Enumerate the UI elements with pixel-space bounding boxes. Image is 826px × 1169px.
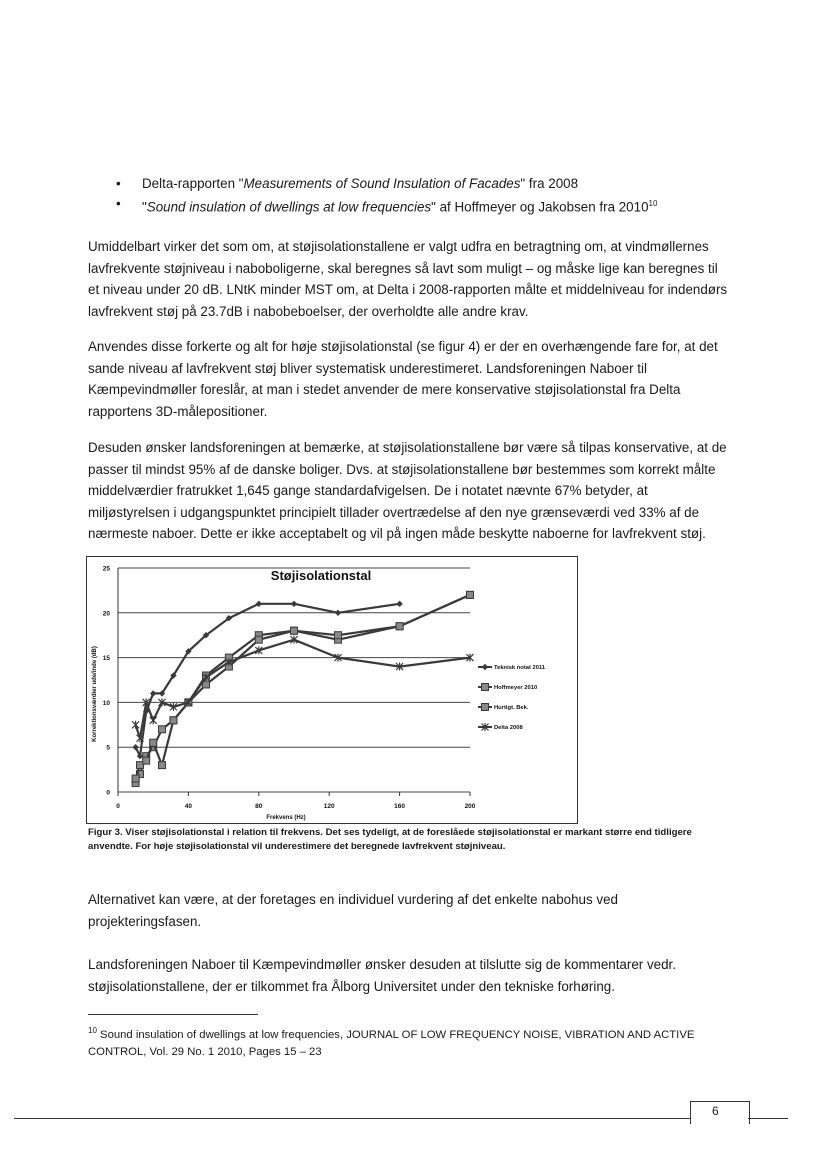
paragraph-5: Landsforeningen Naboer til Kæmpevindmøller ønsker desuden at tilslutte sig de kommentarer vedr. støjisolationstallene, der er tilkommet fra Ålborg Universitet under den tekniske forhøring. [88, 957, 676, 994]
x-tick-label: 160 [394, 803, 406, 810]
footnote-number: 10 [88, 1026, 97, 1035]
bullet-text-prefix: Delta-rapporten " [142, 176, 244, 191]
legend-label: Hurtigt. Bek. [494, 705, 529, 711]
y-tick-label: 20 [102, 610, 110, 618]
legend-label: Teknisk notat 2011 [494, 665, 546, 671]
bullet-text-suffix: " fra 2008 [520, 176, 579, 191]
data-point [159, 762, 166, 769]
data-point [335, 632, 342, 639]
y-tick-label: 0 [106, 789, 110, 797]
bullet-text-italic: Measurements of Sound Insulation of Facades [243, 176, 521, 191]
page-number: 6 [712, 1104, 719, 1118]
bullet-icon: • [116, 176, 121, 191]
y-tick-label: 10 [102, 699, 110, 707]
paragraph-1: Umiddelbart virker det som om, at støjisolationstallene er valgt udfra en betragtning om, at vindmøllernes lavfrekvente støjniveau i naboboligerne, skal beregnes så lavt som muligt – og måske lige kan beregnes til et niveau under 20 dB. LNtK minder MST om, at Delta i 2008-rapporten målte et middelniveau for indendørs lavfrekvent støj på 23.7dB i nabobeboelser, der overholdte alle andre krav. [88, 239, 728, 319]
footnote-ref: 10 [648, 199, 658, 208]
footnote [88, 1022, 728, 1061]
x-tick-label: 80 [255, 803, 263, 810]
data-point [467, 591, 474, 598]
data-point [482, 704, 489, 711]
data-point [482, 684, 489, 691]
bullet-icon: • [116, 196, 121, 211]
page-number-box [690, 1101, 750, 1124]
footnote-text: Sound insulation of dwellings at low frequencies, JOURNAL OF LOW FREQUENCY NOISE, VIBRATION AND ACTIVE CONTROL, Vol. 29 No. 1 2010, Pages 15 – 23 [88, 1028, 695, 1058]
legend-label: Hoffmeyer 2010 [494, 685, 538, 691]
bullet-text-italic: Sound insulation of dwellings at low frequencies [146, 199, 432, 215]
y-tick-label: 15 [102, 655, 110, 663]
legend-label: Delta 2008 [494, 725, 523, 731]
data-point [143, 757, 150, 764]
paragraph-3: Desuden ønsker landsforeningen at bemærke, at støjisolationstallene bør være så tilpas konservative, at de passer til mindst 95% af de danske boliger. Dvs. at støjisolationstallene bør bestemmes som korrekt målte middelværdier fratrukket 1,645 gange standardafvigelsen. De i notatet nævnte 67% betyder, at miljøstyrelsen i udgangspunktet principielt tillader overtrædelse af den nye grænseværdi ved 33% af de nærmeste naboer. Dette er ikke acceptabelt og vil på ingen måde beskytte naboerne for lavfrekvent støj. [88, 440, 727, 541]
y-tick-label: 5 [106, 744, 110, 752]
x-tick-label: 120 [323, 803, 335, 810]
y-tick-label: 25 [102, 565, 110, 573]
chart-title: Støjisolationstal [270, 568, 372, 583]
data-point [132, 775, 139, 782]
chart-y-axis-label: Korrektionsværdier ude/inde (dB) [92, 646, 98, 742]
x-tick-label: 200 [464, 803, 476, 810]
data-point [170, 717, 177, 724]
x-tick-label: 40 [184, 803, 193, 810]
footer-line-left [14, 1118, 690, 1119]
data-point [255, 636, 262, 643]
paragraph-2: Anvendes disse forkerte og alt for høje støjisolationstal (se figur 4) er der en overhængende fare for, at det sande niveau af lavfrekvent støj bliver systematisk underestimeret. Landsforeningen Naboer til Kæmpevindmøller foreslår, at man i stedet anvender de mere konservative støjisolationstal fra Delta rapportens 3D-målepositioner. [88, 339, 718, 419]
bullet-text-suffix: " af Hoffmeyer og Jakobsen fra 2010 [431, 199, 649, 215]
footnote-separator [88, 1014, 258, 1015]
data-point [291, 627, 298, 634]
bullet-text-prefix: " [142, 199, 147, 215]
x-tick-label: 0 [116, 803, 120, 810]
figure-caption: Figur 3. Viser støjisolationstal i relation til frekvens. Det ses tydeligt, at de foreslåede støjisolationstal er markant større end tidligere anvendte. For høje støjisolationstal vil underestimere det beregnede lavfrekvent støjniveau. [88, 827, 692, 852]
stoejisolation-chart [86, 556, 578, 824]
footer-line-right [748, 1118, 788, 1119]
data-point [159, 726, 166, 733]
data-point [396, 623, 403, 630]
data-point [150, 739, 157, 746]
chart-x-axis-label: Frekvens (Hz) [266, 815, 306, 821]
paragraph-4: Alternativet kan være, at der foretages en individuel vurdering af det enkelte nabohus ved projekteringsfasen. [88, 892, 619, 929]
